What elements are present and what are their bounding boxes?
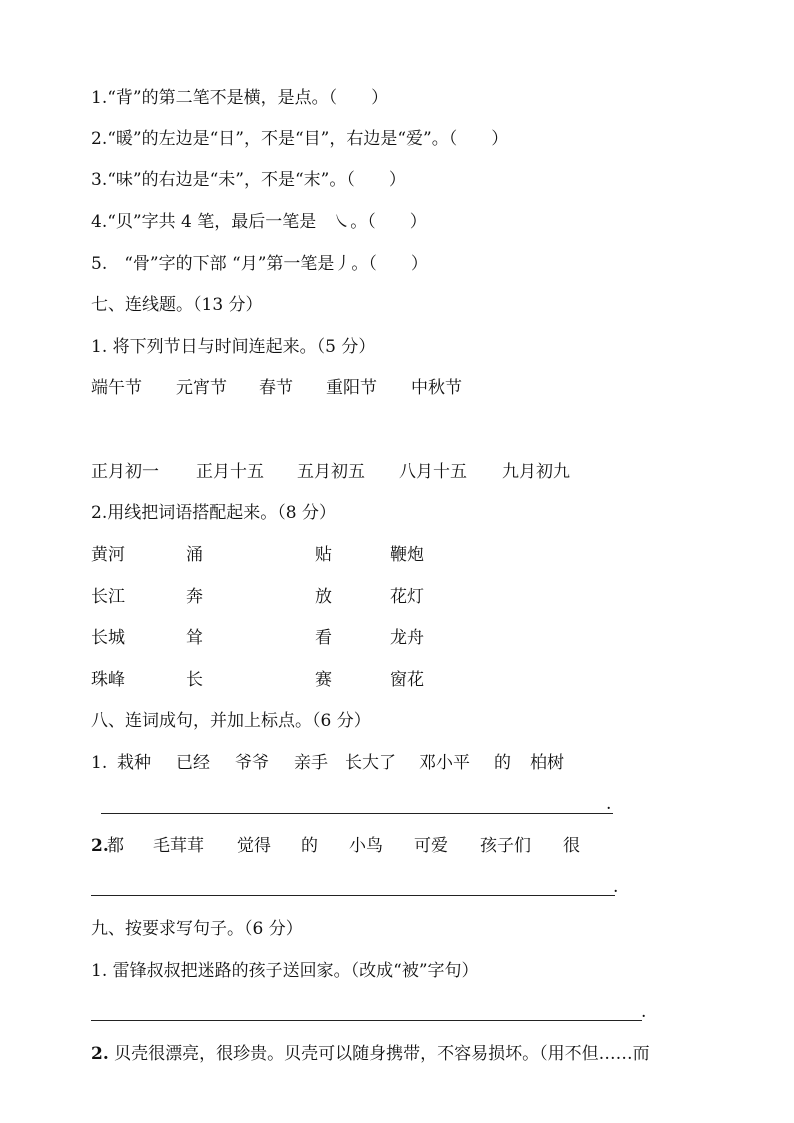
match-word[interactable]: 奔	[186, 587, 203, 607]
scramble-word: 都	[107, 836, 124, 856]
scramble-word: 长大了	[345, 753, 396, 773]
answer-line[interactable]	[101, 813, 613, 814]
section7-title: 七、连线题。（13 分）	[91, 295, 263, 315]
date-item[interactable]: 五月初五	[297, 462, 365, 482]
section7-q1-label: 1. 将下列节日与时间连起来。（5 分）	[91, 337, 376, 357]
festival-item[interactable]: 元宵节	[176, 378, 227, 398]
scramble-word: 很	[563, 836, 580, 856]
match-word[interactable]: 龙舟	[390, 628, 424, 648]
judge-item-2: 2.“暖”的左边是“日”，不是“目”，右边是“爱”。（ ）	[91, 129, 509, 149]
question-number: 2.	[91, 836, 109, 856]
answer-line[interactable]	[91, 895, 615, 896]
date-row	[91, 460, 794, 484]
judge-item-4: 4.“贝”字共 4 笔，最后一笔是 ㇏。（ ）	[91, 212, 427, 232]
judge-item-5: 5. “骨”字的下部 “月”第一笔是丿。（ ）	[91, 254, 428, 274]
section9-q1: 1. 雷锋叔叔把迷路的孩子送回家。（改成“被”字句）	[91, 961, 479, 981]
scramble-word: 的	[301, 836, 318, 856]
match-word[interactable]: 赛	[315, 670, 332, 690]
scramble-word: 邓小平	[419, 753, 470, 773]
answer-end-dot: .	[606, 794, 612, 814]
match-row	[91, 626, 794, 650]
judge-item-3: 3.“味”的右边是“未”，不是“末”。（ ）	[91, 170, 406, 190]
match-row	[91, 543, 794, 567]
date-item[interactable]: 八月十五	[399, 462, 467, 482]
scramble-word: 毛茸茸	[153, 836, 204, 856]
match-word[interactable]: 贴	[315, 545, 332, 565]
scramble-word: 亲手	[294, 753, 328, 773]
match-word[interactable]: 窗花	[390, 670, 424, 690]
match-word[interactable]: 鞭炮	[390, 545, 424, 565]
question-text: 贝壳很漂亮，很珍贵。贝壳可以随身携带，不容易损坏。（用不但……而	[108, 1044, 650, 1064]
section9-q2	[91, 1042, 650, 1066]
answer-line[interactable]	[91, 1020, 642, 1021]
match-word[interactable]: 花灯	[390, 587, 424, 607]
match-word[interactable]: 长江	[91, 587, 125, 607]
match-word[interactable]: 珠峰	[91, 670, 125, 690]
scramble-word: 觉得	[237, 836, 271, 856]
judge-item-1: 1.“背”的第二笔不是横，是点。（ ）	[91, 88, 389, 108]
scramble-word: 孩子们	[480, 836, 531, 856]
date-item[interactable]: 九月初九	[502, 462, 570, 482]
scramble-word: 已经	[176, 753, 210, 773]
section9-title: 九、按要求写句子。（6 分）	[91, 919, 303, 939]
answer-end-dot: .	[613, 877, 619, 897]
match-word[interactable]: 长	[186, 670, 203, 690]
festival-item[interactable]: 重阳节	[326, 378, 377, 398]
match-word[interactable]: 涌	[186, 545, 203, 565]
question-number: 1.	[91, 753, 108, 773]
scramble-word: 栽种	[117, 753, 151, 773]
section8-title: 八、连词成句，并加上标点。（6 分）	[91, 711, 371, 731]
scramble-word: 柏树	[530, 753, 564, 773]
section7-q2-label: 2.用线把词语搭配起来。（8 分）	[91, 503, 336, 523]
match-row	[91, 668, 794, 692]
match-word[interactable]: 耸	[186, 628, 203, 648]
word-order-row-2	[91, 834, 794, 858]
word-order-row-1	[91, 751, 794, 775]
match-word[interactable]: 黄河	[91, 545, 125, 565]
date-item[interactable]: 正月初一	[91, 462, 159, 482]
scramble-word: 小鸟	[349, 836, 383, 856]
match-word[interactable]: 长城	[91, 628, 125, 648]
question-number: 2.	[91, 1044, 109, 1064]
answer-end-dot: .	[641, 1002, 647, 1022]
match-word[interactable]: 放	[315, 587, 332, 607]
match-word[interactable]: 看	[315, 628, 332, 648]
scramble-word: 可爱	[414, 836, 448, 856]
festival-item[interactable]: 端午节	[91, 378, 142, 398]
festival-item[interactable]: 春节	[259, 378, 293, 398]
date-item[interactable]: 正月十五	[196, 462, 264, 482]
match-row	[91, 585, 794, 609]
festival-row	[91, 376, 794, 400]
festival-item[interactable]: 中秋节	[411, 378, 462, 398]
scramble-word: 爷爷	[235, 753, 269, 773]
scramble-word: 的	[494, 753, 511, 773]
